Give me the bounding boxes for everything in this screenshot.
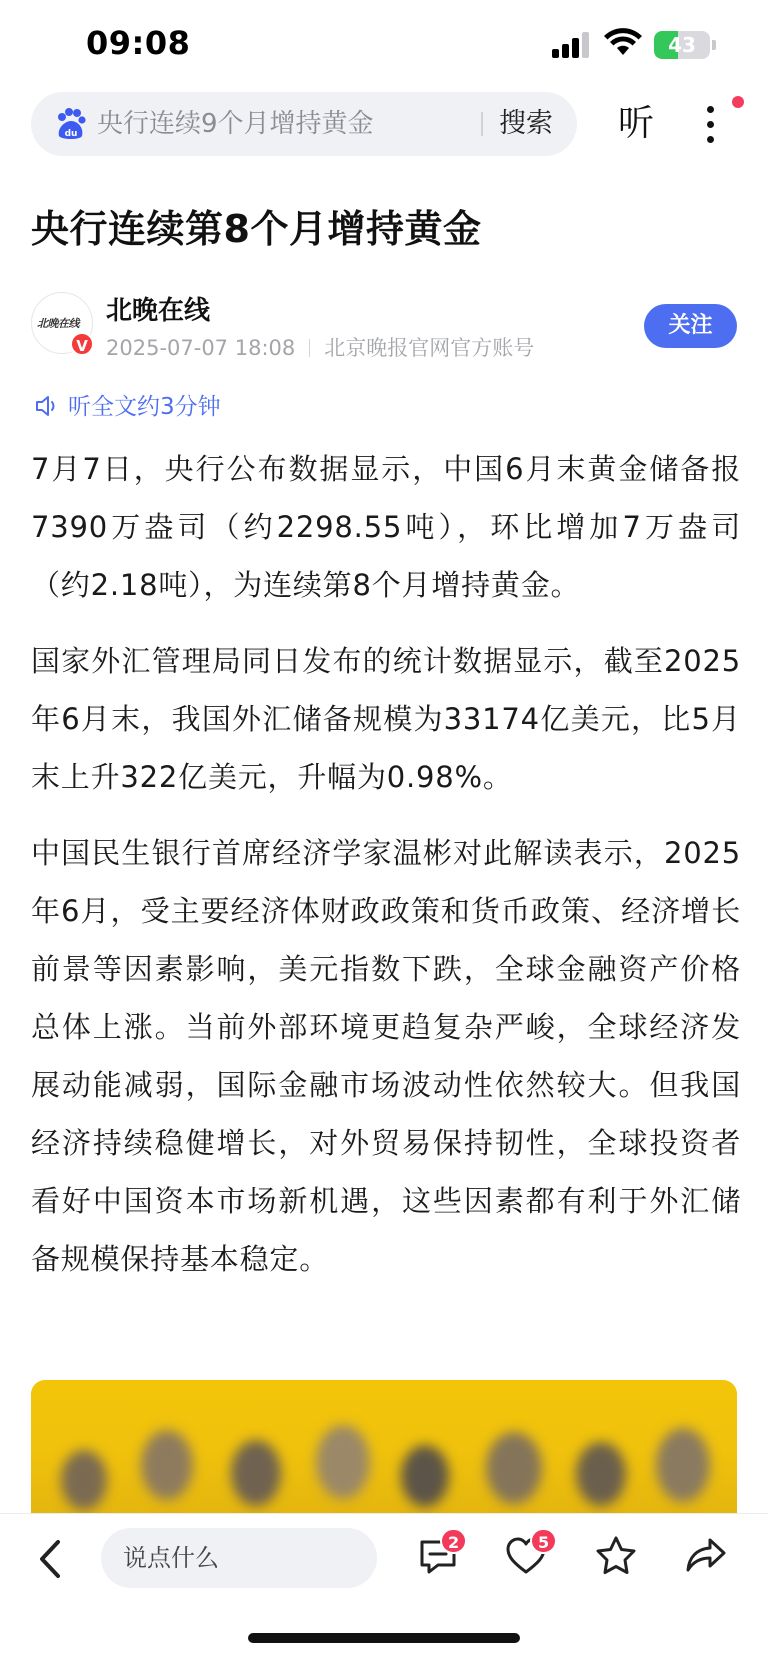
account-description: 北京晚报官网官方账号	[324, 336, 535, 360]
wifi-icon	[604, 28, 642, 58]
listen-full-label: 听全文约3分钟	[68, 394, 221, 420]
article-title: 央行连续第8个月增持黄金	[31, 207, 482, 251]
meta-divider	[309, 339, 310, 357]
status-time: 09:08	[86, 24, 191, 62]
search-divider	[481, 112, 483, 136]
search-input[interactable]: 央行连续9个月增持黄金	[97, 109, 374, 139]
search-button[interactable]: 搜索	[499, 108, 553, 139]
follow-button[interactable]: 关注	[644, 304, 737, 348]
home-indicator	[248, 1633, 520, 1643]
article-paragraph: 中国民生银行首席经济学家温彬对此解读表示，2025年6月，受主要经济体财政政策和货币政策、经济增长前景等因素影响，美元指数下跌，全球金融资产价格总体上涨。当前外部环境更趋复杂严峻，全球经济发展动能减弱，国际金融市场波动性依然较大。但我国经济持续稳健增长，对外贸易保持韧性，全球投资者看好中国资本市场新机遇，这些因素都有利于外汇储备规模保持基本稳定。	[31, 836, 741, 1276]
article-meta	[106, 332, 534, 362]
verified-v-icon: V	[70, 332, 94, 356]
article-body	[31, 440, 741, 1306]
article-paragraph: 7月7日，央行公布数据显示，中国6月末黄金储备报7390万盎司（约2298.55吨），环比增加7万盎司（约2.18吨），为连续第8个月增持黄金。	[31, 452, 741, 602]
more-menu-icon[interactable]	[698, 102, 722, 148]
search-bar[interactable]	[31, 92, 577, 156]
speaker-icon	[34, 393, 60, 419]
share-icon[interactable]	[684, 1534, 728, 1578]
battery-tip	[712, 40, 716, 50]
listen-button[interactable]: 听	[618, 103, 655, 144]
comment-input[interactable]	[101, 1528, 377, 1588]
battery-icon	[654, 31, 710, 59]
article-image[interactable]	[31, 1380, 737, 1520]
status-bar	[0, 0, 768, 90]
comment-placeholder: 说点什么	[123, 1544, 219, 1572]
listen-full-article-button[interactable]	[34, 390, 221, 424]
comment-count-badge: 2	[440, 1528, 467, 1554]
svg-text:du: du	[64, 129, 78, 139]
cellular-signal-icon	[552, 32, 592, 58]
battery-level: 43	[668, 33, 696, 57]
star-favorite-icon[interactable]	[594, 1534, 638, 1578]
article-paragraph: 国家外汇管理局同日发布的统计数据显示，截至2025年6月末，我国外汇储备规模为33174亿美元，比5月末上升322亿美元，升幅为0.98%。	[31, 644, 741, 794]
avatar-logo-text: 北晚在线	[37, 317, 79, 330]
back-arrow-icon[interactable]	[34, 1536, 70, 1582]
publish-date: 2025-07-07 18:08	[106, 336, 296, 360]
baidu-paw-icon	[53, 106, 89, 142]
like-count-badge: 5	[530, 1528, 557, 1554]
notification-dot	[732, 96, 744, 108]
author-name[interactable]: 北晚在线	[106, 296, 211, 326]
